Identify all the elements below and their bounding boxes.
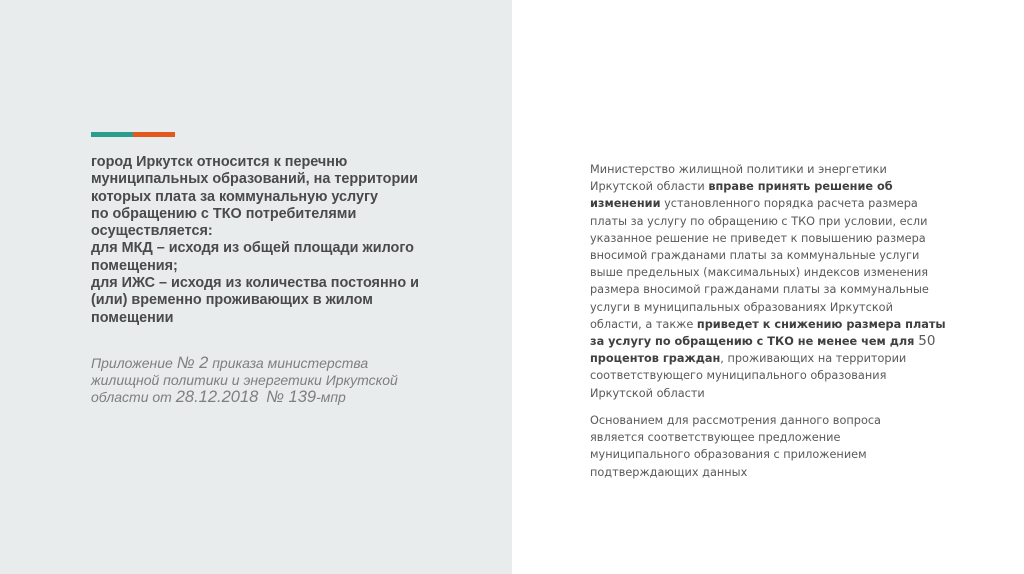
text-line: муниципального образования с приложением [590, 448, 867, 462]
heading-line: город Иркутск относится к перечню [91, 154, 348, 170]
text-line [590, 316, 950, 333]
text-line: соответствующего муниципального образования [590, 369, 887, 383]
bold-text-run: вправе принять решение об [708, 180, 893, 194]
accent-bar-teal [91, 132, 133, 137]
bold-text-run: изменении [590, 197, 661, 211]
text-line: Иркутской области [590, 386, 705, 400]
text-line: указанное решение не приведет к повышению размера [590, 231, 926, 245]
text-line: является соответствующее предложение [590, 431, 841, 445]
heading-line: осуществляется: [91, 223, 213, 240]
text-run: Иркутской области [590, 180, 709, 194]
heading-line: для ИЖС – исходя из количества постоянно и [91, 275, 419, 292]
text-run: установленного порядка расчета размера [660, 197, 918, 211]
text-line [590, 333, 950, 350]
text-line: вносимой гражданами платы за коммунальные услуги [590, 249, 920, 263]
text-line [590, 350, 950, 367]
heading-line: для МКД – исходя из общей площади жилого [91, 240, 414, 257]
text-run: , проживающих на территории [720, 352, 907, 366]
source-reference-line [91, 389, 421, 406]
source-reference-line [91, 355, 421, 372]
source-text: Приложение [91, 355, 177, 371]
source-gap [258, 389, 266, 405]
percent-number: 50 [918, 333, 936, 350]
paragraph-basis [590, 412, 950, 481]
paragraph-conditions [590, 161, 950, 402]
heading-line: которых плата за коммунальную услугу [91, 188, 379, 205]
bold-text-run: процентов граждан [590, 352, 721, 366]
heading-line: (или) временно проживающих в жилом [91, 292, 373, 309]
order-number: № 139 [266, 388, 317, 406]
text-line: Министерство жилищной политики и энергетики [590, 163, 887, 176]
bold-text-run: за услугу по обращению с ТКО не менее чем для [590, 335, 919, 349]
order-date: 28.12.2018 [175, 388, 259, 406]
source-reference [91, 355, 421, 406]
text-run: области, а также [590, 317, 697, 331]
slide-heading [91, 154, 436, 327]
text-line: выше предельных (максимальных) индексов изменения [590, 266, 929, 280]
accent-bar-orange [133, 132, 175, 137]
source-text: области от [91, 389, 176, 405]
text-line: платы за услугу по обращению с ТКО при условии, если [590, 214, 928, 228]
heading-line: по обращению с ТКО потребителями [91, 205, 357, 222]
text-line: подтверждающих данных [590, 465, 748, 479]
text-line [590, 195, 950, 212]
source-text: приказа министерства [208, 355, 369, 371]
source-text: -мпр [316, 389, 346, 405]
appendix-number: № 2 [176, 354, 209, 372]
text-line: услуги в муниципальных образованиях Иркутской [590, 300, 893, 314]
text-line [590, 178, 950, 195]
bold-text-run: приведет к снижению размера платы [696, 317, 946, 331]
heading-line: муниципальных образований, на территории [91, 171, 418, 188]
source-reference-line: жилищной политики и энергетики Иркутской [91, 372, 398, 388]
heading-line: помещения; [91, 257, 178, 274]
text-line: Основанием для рассмотрения данного вопроса [590, 414, 881, 427]
heading-line: помещении [91, 309, 174, 326]
text-line: размера вносимой гражданами платы за коммунальные [590, 283, 929, 297]
